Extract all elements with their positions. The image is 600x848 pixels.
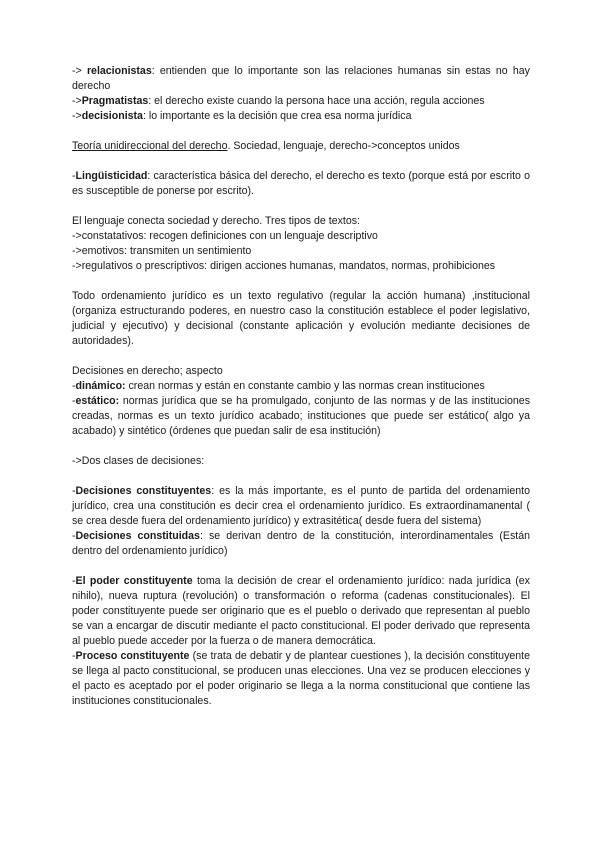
dash-prefix: - <box>72 485 76 497</box>
term-estatico: estático: <box>75 395 120 407</box>
term-decisiones-constituidas: Decisiones constituidas <box>75 530 200 542</box>
definition-text: normas jurídica que se ha promulgado, conjunto de las normas y de las instituciones creadas, normas es un texto jurídico acabado; instituciones que puede ser estático( algo ya acabado) y sintético (órdenes que puedan salir de esa institución) <box>72 395 530 437</box>
definition-text: : es la más importante, es el punto de partida del ordenamiento jurídico, crea una constitución es decir crea el ordenamiento jurídico. Es extraordinamanental ( se crea desde fuera del ordenamiento jurídico) y extrasitética( desde fuera del sistema) <box>72 485 530 527</box>
term-poder-constituyente: El poder constituyente <box>75 575 193 587</box>
dinamico-line <box>72 379 530 394</box>
proceso-constituyente-paragraph <box>72 649 530 709</box>
teoria-underlined: Teoría unidireccional del derecho <box>72 140 228 152</box>
dash-prefix: - <box>72 380 76 392</box>
definition-text: : característica básica del derecho, el derecho es texto (porque está por escrito o es susceptible de ponerse por escrito). <box>72 170 530 197</box>
term-dinamico: dinámico: <box>75 380 126 392</box>
teoria-text: . Sociedad, lenguaje, derecho->conceptos unidos <box>227 140 460 152</box>
lenguaje-intro: El lenguaje conecta sociedad y derecho. Tres tipos de textos: <box>72 215 360 227</box>
definition-text: : lo importante es la decisión que crea esa norma jurídica <box>142 110 412 122</box>
definition-text: crean normas y están en constante cambio y las normas crean instituciones <box>125 380 485 392</box>
text-type-emotivos: ->emotivos: transmiten un sentimiento <box>72 245 252 257</box>
arrow-prefix: -> <box>72 65 87 77</box>
term-decisiones-constituyentes: Decisiones constituyentes <box>75 485 212 497</box>
dash-prefix: - <box>72 395 76 407</box>
definition-text: : se derivan dentro de la constitución, interordinamentales (Están dentro del ordenamiento jurídico) <box>72 530 530 557</box>
arrow-prefix: -> <box>72 110 82 122</box>
dash-prefix: - <box>72 575 76 587</box>
definition-text: : entienden que lo importante son las relaciones humanas sin estas no hay derecho <box>72 65 530 92</box>
text-type-constatativos: ->constatativos: recogen definiciones con un lenguaje descriptivo <box>72 230 378 242</box>
poder-constituyente-paragraph <box>72 574 530 649</box>
linguisticidad-paragraph <box>72 169 530 199</box>
estatico-paragraph <box>72 394 530 439</box>
definition-text: : el derecho existe cuando la persona hace una acción, regula acciones <box>148 95 485 107</box>
constituidas-paragraph <box>72 529 530 559</box>
term-relacionistas: relacionistas <box>86 65 152 77</box>
dash-prefix: - <box>72 650 76 662</box>
term-linguisticidad: Lingüisticidad <box>75 170 148 182</box>
term-decisionista: decisionista <box>81 110 143 122</box>
decisionista-line <box>72 109 530 124</box>
constituyentes-paragraph <box>72 484 530 529</box>
teoria-heading <box>72 139 530 154</box>
relacionistas-line <box>72 64 530 94</box>
decisiones-title: Decisiones en derecho; aspecto <box>72 365 223 377</box>
document-page <box>72 64 530 709</box>
arrow-prefix: -> <box>72 95 82 107</box>
definition-text: toma la decisión de crear el ordenamiento jurídico: nada jurídica (ex nihilo), nueva ruptura (revolución) o transformación o reforma (cadenas constitucionales). El poder constituyente puede ser originario que es el pueblo o derivado que representan al pueblo se van a encargar de discutir mediante el pacto constitucional. El poder derivado que representa al pueblo puede acceder por la fuerza o de manera democrática. <box>72 575 530 647</box>
definition-text: (se trata de debatir y de plantear cuestiones ), la decisión constituyente se llega al pacto constitucional, se producen unas elecciones. Una vez se producen elecciones y el pacto es aceptado por el poder originario se llega a la norma constitucional que contiene las instituciones constitucionales. <box>72 650 530 707</box>
dos-clases-heading: ->Dos clases de decisiones: <box>72 455 205 467</box>
text-type-regulativos: ->regulativos o prescriptivos: dirigen acciones humanas, mandatos, normas, prohibiciones <box>72 260 496 272</box>
term-proceso-constituyente: Proceso constituyente <box>75 650 190 662</box>
pragmatistas-line <box>72 94 530 109</box>
term-pragmatistas: Pragmatistas <box>81 95 149 107</box>
dash-prefix: - <box>72 170 76 182</box>
dash-prefix: - <box>72 530 76 542</box>
ordenamiento-paragraph: Todo ordenamiento jurídico es un texto regulativo (regular la acción humana) ,institucional (organiza estructurando poderes, en nuestro caso la constitución establece el poder legislativo, judicial y ejecutivo) y decisional (constante aplicación y evolución mediante decisiones de autoridades). <box>72 290 530 347</box>
